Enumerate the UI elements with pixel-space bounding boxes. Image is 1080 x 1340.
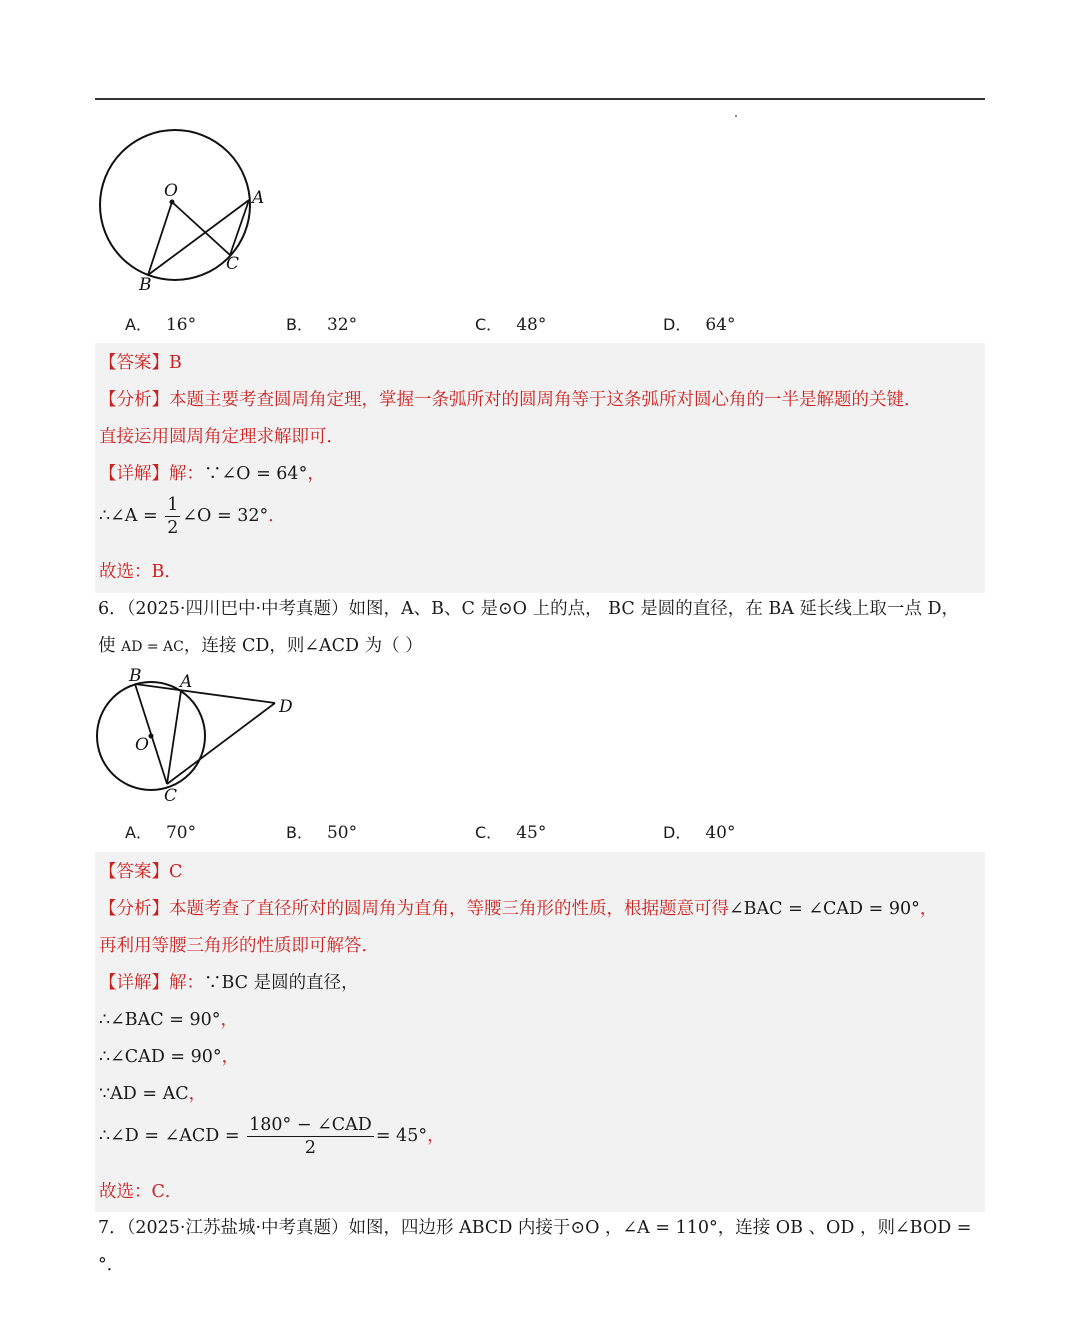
q5-circle-figure	[90, 120, 290, 300]
q5-detail-expr: ∵∠O = 64°	[204, 464, 308, 484]
q6-label-A: A	[180, 672, 193, 692]
q5-fraction: $\frac{1}{2}$	[167, 495, 179, 538]
q6-step3: ∵AD = AC，	[99, 1084, 207, 1104]
q6-analysis-line2: 再利用等腰三角形的性质即可解答．	[99, 936, 379, 956]
q5-option-c[interactable]: C． 48°	[475, 315, 547, 335]
q6-options	[125, 820, 885, 850]
speck	[735, 115, 737, 117]
q7-stem-line1: 7．（2025·江苏盐城·中考真题）如图，四边形 ABCD 内接于⊙O ，∠A = 110°，连接 OB 、OD ，则∠BOD =	[98, 1218, 972, 1238]
q6-option-d[interactable]: D． 40°	[663, 823, 736, 843]
q6-option-b[interactable]: B． 50°	[286, 823, 358, 843]
q5-label-B: B	[139, 275, 152, 295]
q5-analysis-line2: 直接运用圆周角定理求解即可．	[99, 427, 344, 447]
q7-stem-line2: °．	[98, 1255, 125, 1275]
q6-analysis-line1: 【分析】本题考查了直径所对的圆周角为直角，等腰三角形的性质，根据题意可得∠BAC = ∠CAD = 90°，	[99, 899, 938, 919]
q6-fraction: $\frac{\text{180° − ∠CAD}}{2}$	[249, 1115, 372, 1158]
q6-label-D: D	[279, 697, 293, 717]
q5-options	[125, 312, 885, 342]
q6-label-B: B	[129, 666, 142, 686]
q6-answer: 【答案】C	[99, 862, 183, 882]
q6-label-C: C	[164, 786, 178, 806]
q5-option-d[interactable]: D． 64°	[663, 315, 736, 335]
q6-segment-AC	[167, 691, 181, 784]
q5-step: ∴∠A = $\frac{1}{2}$ ∠O = 32°．	[99, 495, 286, 538]
q5-label-C: C	[226, 254, 240, 274]
q5-label-A: A	[252, 188, 265, 208]
q6-step2: ∴∠CAD = 90°，	[99, 1047, 240, 1067]
q6-detail: 【详解】解：∵BC 是圆的直径，	[99, 973, 359, 993]
q6-circle-figure	[90, 665, 310, 805]
q6-step4: ∴∠D = ∠ACD = $\frac{\text{180° − ∠CAD}}{2}$ = 45°，	[99, 1115, 445, 1158]
q5-analysis-line1: 【分析】本题主要考查圆周角定理，掌握一条弧所对的圆周角等于这条弧所对圆心角的一半是解题的关键．	[99, 390, 922, 410]
q6-stem-line2: 使 AD = AC，连接 CD，则∠ACD 为（ ）	[98, 636, 423, 656]
q5-segment-OB	[148, 202, 172, 275]
q5-answer: 【答案】B	[99, 353, 182, 373]
q6-option-c[interactable]: C． 45°	[475, 823, 547, 843]
q6-center-dot	[149, 734, 154, 739]
q5-segment-OC	[172, 202, 230, 255]
q6-option-a[interactable]: A． 70°	[125, 823, 197, 843]
q5-option-b[interactable]: B． 32°	[286, 315, 358, 335]
q5-detail: 【详解】解：∵∠O = 64°，	[99, 464, 325, 484]
header-rule	[95, 98, 985, 100]
q6-segment-CD	[167, 703, 275, 784]
q6-step1: ∴∠BAC = 90°，	[99, 1010, 238, 1030]
q5-label-O: O	[164, 181, 178, 201]
q5-choose: 故选：B．	[99, 562, 182, 582]
q6-analysis-expr: ∠BAC = ∠CAD = 90°	[729, 899, 920, 919]
q6-detail-expr: ∵BC 是圆的直径，	[204, 973, 359, 993]
q6-choose: 故选：C．	[99, 1182, 183, 1202]
q5-option-a[interactable]: A． 16°	[125, 315, 197, 335]
q6-segment-BD	[135, 684, 275, 703]
q6-answer-block	[95, 852, 985, 1212]
q5-answer-block	[95, 343, 985, 593]
q6-label-O: O	[135, 735, 149, 755]
q6-stem-line1: 6．（2025·四川巴中·中考真题）如图，A、B、C 是⊙O 上的点， BC 是圆的直径，在 BA 延长线上取一点 D，	[98, 599, 959, 619]
